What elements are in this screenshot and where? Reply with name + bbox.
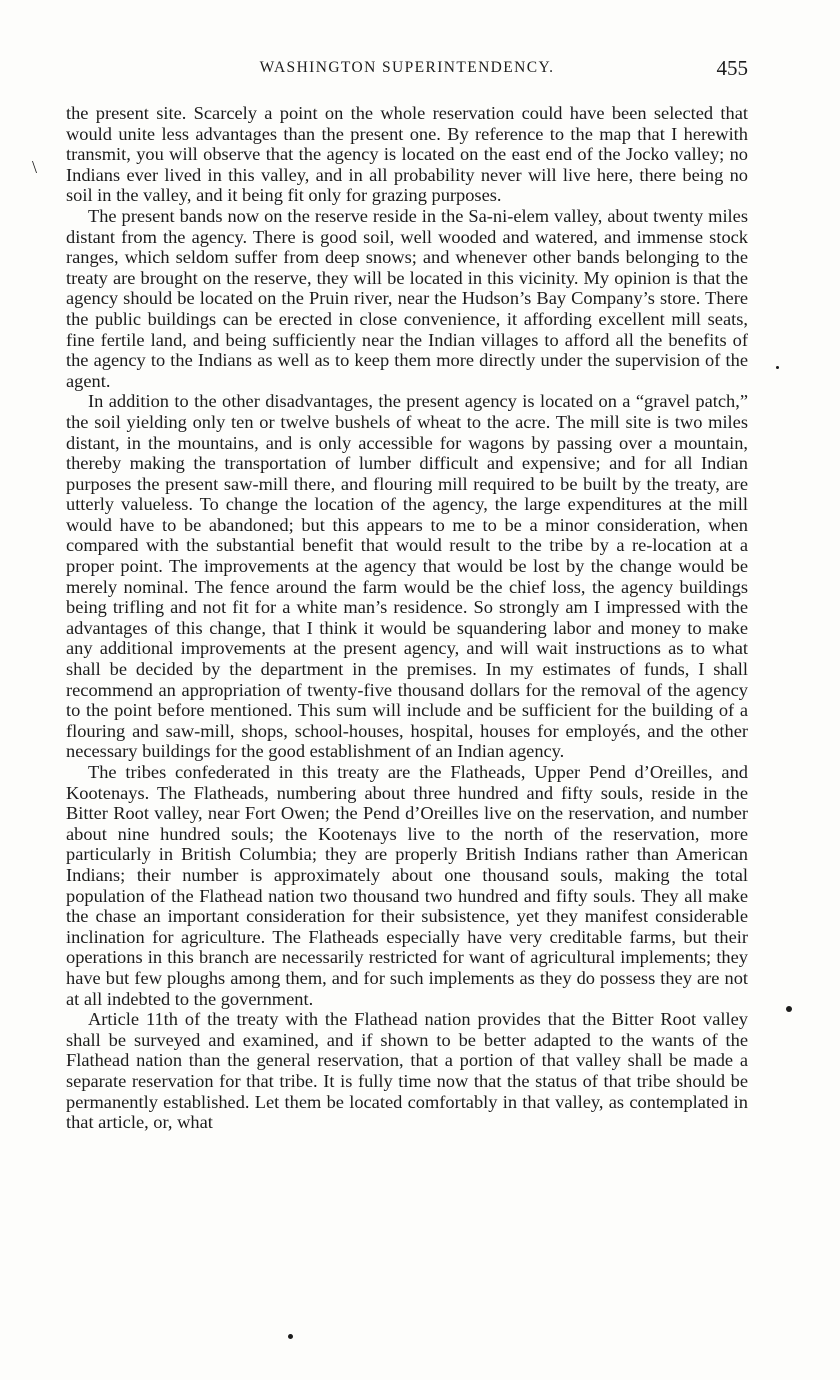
margin-slash-mark: \ [32,157,38,177]
bottom-speck-mark [288,1334,293,1339]
running-head [66,56,748,82]
margin-speck-mark [776,366,779,369]
paragraph-disadvantages: In addition to the other disadvantages, the present agency is located on a “gravel patch,” the soil yielding only ten or twelve bushels of wheat to the acre. The mill site is two miles distant, in the mountains, and is only accessible for wagons by passing over a mountain, thereby making the transportation of lumber difficult and expensive; and for all Indian purposes the present saw-mill there, and flouring mill required to be built by the treaty, are utterly valueless. To change the location of the agency, the large expenditures at the mill would have to be abandoned; but this appears to me to be a minor consideration, when compared with the substantial benefit that would result to the tribe by a re-location at a proper point. The improvements at the agency that would be lost by the change would be merely nominal. The fence around the farm would be the chief loss, the agency buildings being trifling and not fit for a white man’s residence. So strongly am I impressed with the advantages of this change, that I think it would be squandering labor and money to make any additional improvements at the present agency, and will wait instructions as to what shall be decided by the department in the premises. In my estimates of funds, I shall recommend an appropriation of twenty-five thousand dollars for the removal of the agency to the point before mentioned. This sum will include and be sufficient for the building of a flouring and saw-mill, shops, school-houses, hospital, houses for employés, and the other necessary buildings for the good establishment of an Indian agency. [66,391,748,762]
running-title: WASHINGTON SUPERINTENDENCY. [259,59,555,76]
paragraph-confederated-tribes: The tribes confederated in this treaty are the Flatheads, Upper Pend d’Oreilles, and Kootenays. The Flatheads, numbering about three hundred and fifty souls, reside in the Bitter Root valley, near Fort Owen; the Pend d’Oreilles live on the reservation, and number about nine hundred souls; the Kootenays live to the north of the reservation, more particularly in British Columbia; they are properly British Indians rather than American Indians; their number is approximately about one thousand souls, making the total population of the Flathead nation two thousand two hundred and fifty souls. They all make the chase an important consideration for their subsistence, yet they manifest considerable inclination for agriculture. The Flatheads especially have very creditable farms, but their operations in this branch are necessarily restricted for want of agricultural implements; they have but few ploughs among them, and for such implements as they do possess they are not at all indebted to the government. [66,762,748,1009]
paragraph-continuation: the present site. Scarcely a point on the whole reservation could have been selected that would unite less advantages than the present one. By reference to the map that I herewith transmit, you will observe that the agency is located on the east end of the Jocko valley; no Indians ever lived in this valley, and in all probability never will live here, there being no soil in the valley, and it being fit only for grazing purposes. [66,103,748,206]
paragraph-sanielem-valley: The present bands now on the reserve reside in the Sa-ni-elem valley, about twenty miles distant from the agency. There is good soil, well wooded and watered, and immense stock ranges, which seldom suffer from deep snows; and whenever other bands belonging to the treaty are brought on the reserve, they will be located in this vicinity. My opinion is that the agency should be located on the Pruin river, near the Hudson’s Bay Company’s store. There the public buildings can be erected in close convenience, it affording excellent mill seats, fine fertile land, and being sufficiently near the Indian villages to afford all the benefits of the agency to the Indians as well as to keep them more directly under the supervision of the agent. [66,205,748,391]
page-number: 455 [716,56,748,80]
margin-dot-mark [786,1006,792,1012]
body-text [66,103,748,1133]
paragraph-article-11: Article 11th of the treaty with the Flathead nation provides that the Bitter Root valley shall be surveyed and examined, and if shown to be better adapted to the wants of the Flathead nation than the general reservation, that a portion of that valley shall be made a separate reservation for that tribe. It is fully time now that the status of that tribe should be permanently established. Let them be located comfortably in that valley, as contemplated in that article, or, what [66,1009,748,1133]
